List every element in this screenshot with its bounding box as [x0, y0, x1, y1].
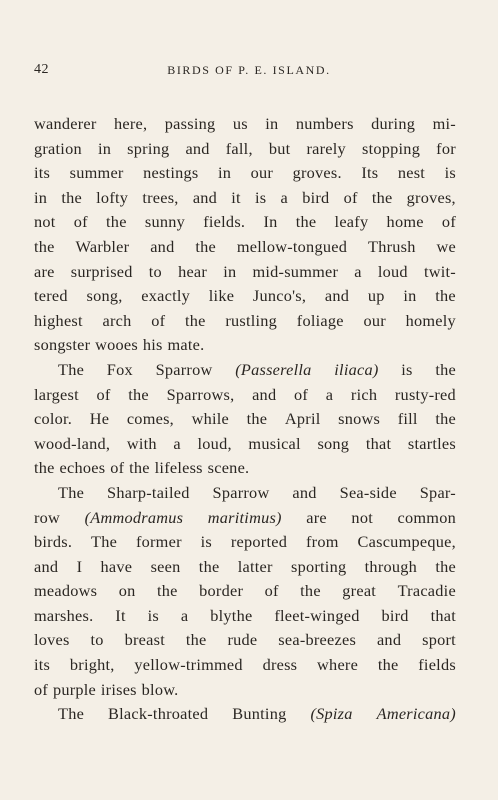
word: a	[325, 384, 334, 404]
word: a	[173, 433, 181, 453]
text-line	[34, 260, 456, 285]
word: are	[34, 261, 55, 281]
word: and	[252, 384, 277, 404]
body-text	[34, 112, 456, 727]
word: scene.	[207, 458, 250, 478]
word: the	[61, 187, 82, 207]
word: to	[90, 630, 104, 650]
word: Sharp-tailed	[107, 482, 190, 502]
word: to	[148, 261, 162, 281]
word: rusty-red	[394, 384, 456, 404]
word: the	[184, 310, 206, 330]
word: latter	[237, 556, 273, 576]
word: Sparrow	[212, 482, 270, 502]
word: spring	[127, 138, 170, 158]
word: The	[58, 704, 85, 724]
text-line	[34, 112, 456, 137]
text-line	[34, 407, 456, 432]
word: Americana)	[376, 704, 456, 724]
word: (Ammodramus	[84, 507, 184, 527]
word: comes,	[126, 409, 174, 429]
word: April	[284, 409, 321, 429]
word: for	[436, 138, 456, 158]
word: passing	[164, 114, 216, 133]
word: our	[250, 163, 274, 183]
text-line	[34, 628, 456, 653]
word: the	[300, 581, 321, 601]
word: of	[73, 212, 88, 232]
word: stopping	[362, 138, 421, 158]
text-line	[34, 481, 456, 506]
text-line	[34, 530, 456, 555]
word: on	[118, 581, 136, 601]
word: that	[430, 605, 456, 625]
word: highest	[34, 310, 83, 330]
word: and	[34, 556, 59, 576]
word: song,	[86, 286, 123, 306]
word: up	[367, 286, 385, 306]
word: breast	[124, 630, 165, 650]
text-line	[34, 432, 456, 457]
word: Its	[361, 163, 379, 183]
word: during	[371, 114, 416, 133]
word: groves.	[292, 163, 342, 183]
word: Tracadie	[397, 581, 456, 601]
word: a	[180, 605, 189, 625]
word: leafy	[334, 212, 369, 232]
word: it	[231, 187, 241, 207]
word: of	[343, 187, 358, 207]
word: fill	[397, 409, 418, 429]
word: sea-breezes	[278, 630, 357, 650]
word: the	[371, 187, 393, 207]
word: The	[58, 482, 85, 502]
word: In	[263, 212, 278, 232]
word: in	[265, 114, 279, 133]
word: but	[268, 138, 291, 158]
word: rarely	[306, 138, 346, 158]
word: irises	[100, 679, 137, 699]
word: nest	[397, 163, 426, 183]
word: and	[292, 482, 317, 502]
word: sporting	[290, 556, 347, 576]
word: mellow-tongued	[236, 236, 348, 256]
word: the	[129, 458, 150, 478]
text-line	[34, 383, 456, 408]
word: musical	[248, 433, 301, 453]
word: (Passerella	[235, 359, 312, 379]
word: in	[34, 187, 48, 207]
word: is	[401, 359, 413, 379]
running-title: BIRDS OF P. E. ISLAND.	[167, 63, 331, 77]
word: great	[342, 581, 377, 601]
text-line	[34, 702, 456, 727]
word: The	[58, 359, 85, 379]
word: blythe	[210, 605, 253, 625]
word: The	[91, 532, 118, 552]
text-line	[34, 161, 456, 186]
word: we	[436, 236, 456, 256]
word: dress	[262, 655, 298, 675]
word: Junco's,	[252, 286, 307, 306]
word: while	[191, 409, 230, 429]
word: seen	[150, 556, 181, 576]
word: snows	[338, 409, 381, 429]
word: the	[435, 359, 456, 379]
word: lifeless	[154, 458, 203, 478]
word: Cascumpeque,	[357, 532, 456, 552]
word: nestings	[143, 163, 199, 183]
word: Sparrow	[155, 359, 213, 379]
text-line	[34, 456, 456, 481]
word: the	[128, 384, 149, 404]
word: summer	[69, 163, 124, 183]
word: a	[354, 261, 362, 281]
word: from	[306, 532, 339, 552]
word: common	[397, 507, 456, 527]
word: row	[34, 507, 61, 527]
word: sunny	[144, 212, 186, 232]
text-line	[34, 678, 456, 703]
word: largest	[34, 384, 79, 404]
word: songster	[34, 335, 91, 355]
word: are	[306, 507, 327, 527]
word: wooes	[95, 335, 138, 355]
word: groves,	[406, 187, 456, 207]
word: blow.	[141, 679, 179, 699]
word: through	[364, 556, 418, 576]
word: former	[135, 532, 182, 552]
word: exactly	[141, 286, 191, 306]
text-line	[34, 210, 456, 235]
text-line	[34, 309, 456, 334]
word: in	[97, 138, 112, 158]
word: with	[126, 433, 157, 453]
word: a	[280, 187, 289, 207]
word: fields	[418, 655, 456, 675]
word: arch	[102, 310, 132, 330]
word: loud	[377, 261, 408, 281]
word: bird	[381, 605, 409, 625]
word: the	[106, 212, 127, 232]
word: Fox	[106, 359, 133, 379]
word: the	[34, 458, 55, 478]
word: bird	[302, 187, 330, 207]
word: not	[34, 212, 56, 232]
word: the	[157, 581, 178, 601]
word: hear	[178, 261, 208, 281]
word: of	[96, 384, 111, 404]
word: the	[195, 236, 216, 256]
text-line	[34, 137, 456, 162]
word: Bunting	[232, 704, 287, 724]
word: the	[295, 212, 317, 232]
word: and	[150, 236, 175, 256]
word: reported	[230, 532, 288, 552]
word: trees,	[142, 187, 179, 207]
word: rustling	[225, 310, 278, 330]
word: fleet-winged	[274, 605, 360, 625]
word: Spar-	[419, 482, 456, 502]
text-line	[34, 506, 456, 531]
word: Black-throated	[108, 704, 209, 724]
text-line	[34, 186, 456, 211]
word: I	[76, 556, 83, 576]
text-line	[34, 358, 456, 383]
word: the	[377, 655, 399, 675]
word: color.	[34, 409, 73, 429]
word: our	[363, 310, 386, 330]
word: surprised	[70, 261, 133, 281]
word: Thrush	[368, 236, 416, 256]
word: fall,	[225, 138, 253, 158]
word: numbers	[295, 114, 354, 133]
word: lofty	[96, 187, 129, 207]
word: of	[294, 384, 309, 404]
word: wood-land,	[34, 433, 111, 453]
word: its	[34, 655, 51, 675]
page-number: 42	[34, 62, 49, 77]
text-line	[34, 333, 456, 358]
word: (Spiza	[310, 704, 353, 724]
word: of	[151, 310, 166, 330]
word: us	[232, 114, 248, 133]
word: homely	[405, 310, 456, 330]
word: loud,	[197, 433, 232, 453]
word: and	[185, 138, 210, 158]
word: the	[435, 409, 456, 429]
word: like	[208, 286, 235, 306]
text-line	[34, 579, 456, 604]
word: sport	[422, 630, 456, 650]
text-line	[34, 235, 456, 260]
text-line	[34, 653, 456, 678]
word: song	[317, 433, 350, 453]
word: Warbler	[75, 236, 130, 256]
word: in	[217, 163, 232, 183]
word: of	[264, 581, 279, 601]
word: It	[115, 605, 126, 625]
word: not	[351, 507, 373, 527]
word: of	[34, 679, 49, 699]
word: fields.	[203, 212, 246, 232]
word: wanderer	[34, 114, 97, 133]
word: the	[246, 409, 268, 429]
word: that	[365, 433, 392, 453]
word: He	[89, 409, 110, 429]
word: in	[403, 286, 417, 306]
word: gration	[34, 138, 82, 158]
word: rich	[350, 384, 378, 404]
word: the	[185, 630, 207, 650]
word: border	[199, 581, 244, 601]
text-line	[34, 604, 456, 629]
word: mate.	[167, 335, 205, 355]
word: Sea-side	[339, 482, 397, 502]
word: the	[435, 556, 456, 576]
word: startles	[407, 433, 456, 453]
word: where	[317, 655, 359, 675]
word: twit-	[423, 261, 456, 281]
word: of	[110, 458, 125, 478]
text-line	[34, 284, 456, 309]
word: echoes	[59, 458, 106, 478]
word: bright,	[69, 655, 115, 675]
word: is	[200, 532, 212, 552]
word: loves	[34, 630, 70, 650]
word: the	[34, 236, 55, 256]
word: is	[444, 163, 456, 183]
word: of	[441, 212, 456, 232]
word: and	[376, 630, 402, 650]
word: and	[192, 187, 218, 207]
word: here,	[114, 114, 148, 133]
word: and	[324, 286, 350, 306]
word: marshes.	[34, 605, 94, 625]
word: is	[147, 605, 159, 625]
word: iliaca)	[334, 359, 379, 379]
word: Sparrows,	[166, 384, 235, 404]
word: mi-	[432, 114, 456, 133]
word: in	[223, 261, 237, 281]
word: have	[100, 556, 133, 576]
word: rude	[227, 630, 258, 650]
word: the	[435, 286, 456, 306]
word: foliage	[296, 310, 344, 330]
word: yellow-trimmed	[134, 655, 243, 675]
word: purple	[52, 679, 97, 699]
word: birds.	[34, 532, 73, 552]
word: its	[34, 163, 51, 183]
word: tered	[34, 286, 68, 306]
text-line	[34, 555, 456, 580]
word: is	[254, 187, 267, 207]
word: home	[386, 212, 424, 232]
word: his	[142, 335, 163, 355]
page-header	[34, 62, 464, 82]
word: mid-summer	[252, 261, 339, 281]
word: meadows	[34, 581, 98, 601]
word: the	[198, 556, 220, 576]
word: maritimus)	[207, 507, 282, 527]
